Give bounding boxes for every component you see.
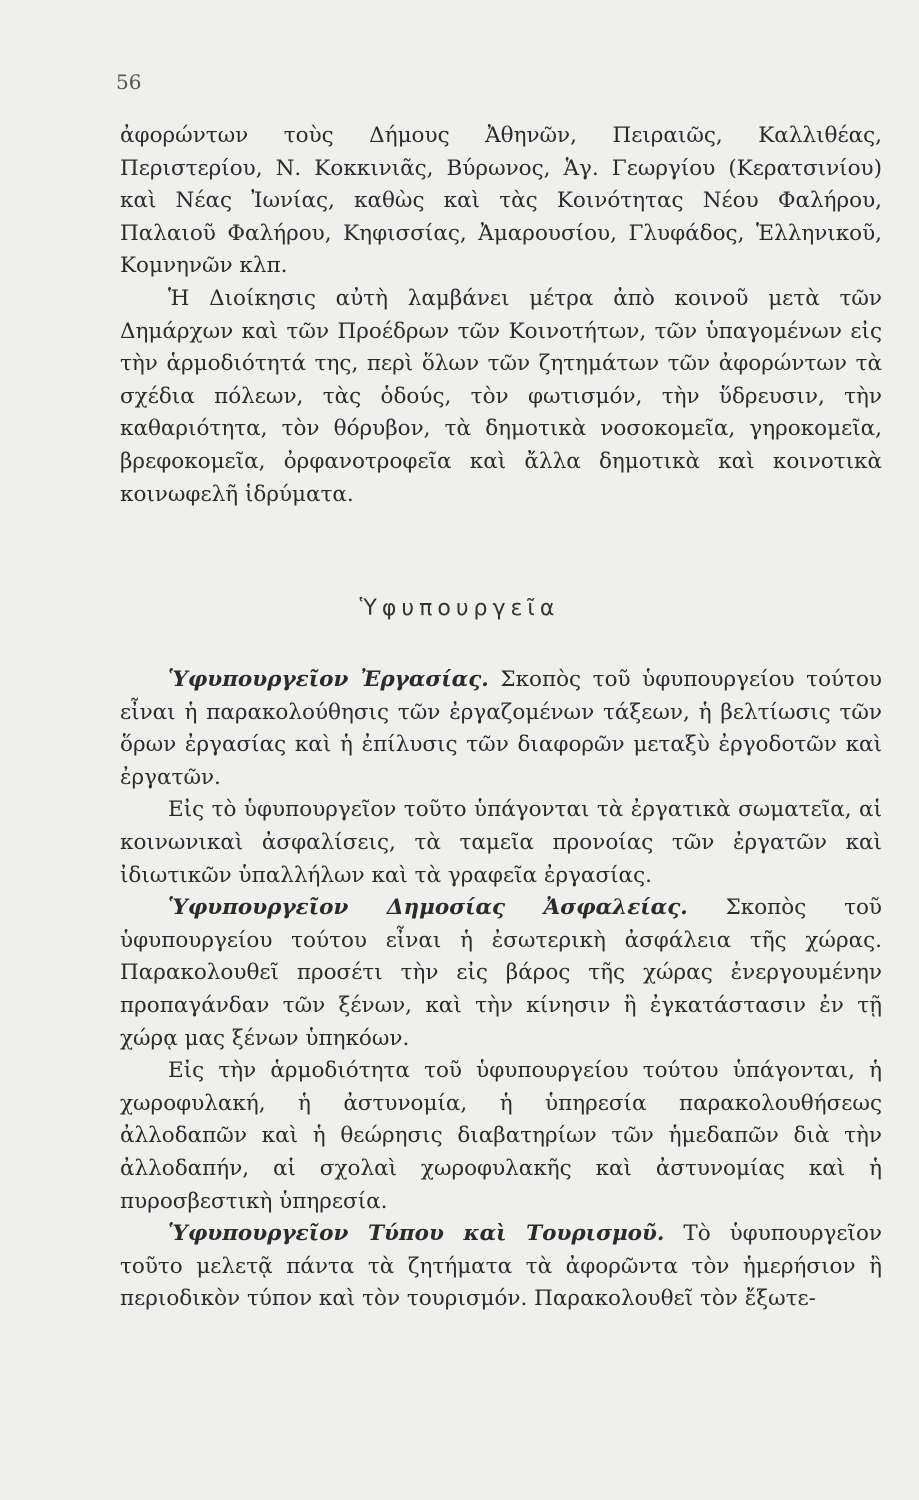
intro-section (120, 120, 882, 511)
press-text: Τὸ ὑφυπουργεῖον τοῦτο μελετᾷ πάντα τὰ ζητήματα τὰ ἀφορῶντα τὸν ἡμερήσιον ἢ περιοδικὸν τύπον καὶ τὸν τουρισμόν. Παρακολουθεῖ τὸν ἔξωτε- (120, 1221, 882, 1312)
security-text: Σκοπὸς τοῦ ὑφυπουργείου τούτου εἶναι ἡ ἐσωτερικὴ ἀσφάλεια τῆς χώρας. Παρακολουθεῖ προσέτι τὴν εἰς βάρος τῆς χώρας ἐνεργουμένην προπαγάνδαν τῶν ξένων, καὶ τὴν κίνησιν ἢ ἐγκατάστασιν ἐν τῇ χώρᾳ μας ξένων ὑπηκόων. (120, 895, 882, 1051)
labor-text: Σκοπὸς τοῦ ὑφυπουργείου τούτου εἶναι ἡ παρακολούθησις τῶν ἐργαζομένων τάξεων, ἡ βελτίωσις τῶν ὅρων ἐργασίας καὶ ἡ ἐπίλυσις τῶν διαφορῶν μεταξὺ ἐργοδοτῶν καὶ ἐργατῶν. (120, 667, 882, 790)
press-paragraph (120, 1218, 882, 1316)
section-heading: Ὑφυπουργεῖα (359, 596, 560, 621)
security-paragraph-2: Εἰς τὴν ἁρμοδιότητα τοῦ ὑφυπουργείου τούτου ὑπάγονται, ἡ χωροφυλακή, ἡ ἀστυνομία, ἡ ὑπηρεσία παρακολουθήσεως ἀλλοδαπῶν καὶ ἡ θεώρησις διαβατηρίων τῶν ἡμεδαπῶν διὰ τὴν ἀλλοδαπήν, αἱ σχολαὶ χωροφυλακῆς καὶ ἀστυνομίας καὶ ἡ πυροσβεστικὴ ὑπηρεσία. (120, 1058, 882, 1214)
press-title: Ὑφυπουργεῖον Τύπου καὶ Τουρισμοῦ. (168, 1221, 665, 1247)
security-title: Ὑφυπουργεῖον Δημοσίας Ἀσφαλείας. (168, 895, 688, 921)
labor-paragraph-2: Εἰς τὸ ὑφυπουργεῖον τοῦτο ὑπάγονται τὰ ἐργατικὰ σωματεῖα, αἱ κοινωνικαὶ ἀσφαλίσεις, τὰ ταμεῖα προνοίας τῶν ἐργατῶν καὶ ἰδιωτικῶν ὑπαλλήλων καὶ τὰ γραφεῖα ἐργασίας. (120, 797, 882, 888)
labor-paragraph (120, 664, 882, 794)
intro-paragraph-1: ἀφορώντων τοὺς Δήμους Ἀθηνῶν, Πειραιῶς, Καλλιθέας, Περιστερίου, Ν. Κοκκινιᾶς, Βύρωνος, Ἁγ. Γεωργίου (Κερατσινίου) καὶ Νέας Ἰωνίας, καθὼς καὶ τὰς Κοινότητας Νέου Φαλήρου, Παλαιοῦ Φαλήρου, Κηφισσίας, Ἀμαρουσίου, Γλυφάδος, Ἑλληνικοῦ, Κομνηνῶν κλπ. (120, 123, 882, 279)
ministries-section (120, 664, 882, 1316)
intro-paragraph-2: Ἡ Διοίκησις αὐτὴ λαμβάνει μέτρα ἀπὸ κοινοῦ μετὰ τῶν Δημάρχων καὶ τῶν Προέδρων τῶν Κοινοτήτων, τῶν ὑπαγομένων εἰς τὴν ἁρμοδιότητά της, περὶ ὅλων τῶν ζητημάτων τῶν ἀφορώντων τὰ σχέδια πόλεων, τὰς ὁδούς, τὸν φωτισμόν, τὴν ὕδρευσιν, τὴν καθαριότητα, τὸν θόρυβον, τὰ δημοτικὰ νοσοκομεῖα, γηροκομεῖα, βρεφοκομεῖα, ὀρφανοτροφεῖα καὶ ἄλλα δημοτικὰ καὶ κοινοτικὰ κοινωφελῆ ἱδρύματα. (120, 285, 882, 507)
page-number: 56 (116, 70, 142, 94)
security-paragraph (120, 892, 882, 1055)
labor-title: Ὑφυπουργεῖον Ἐργασίας. (168, 667, 489, 692)
